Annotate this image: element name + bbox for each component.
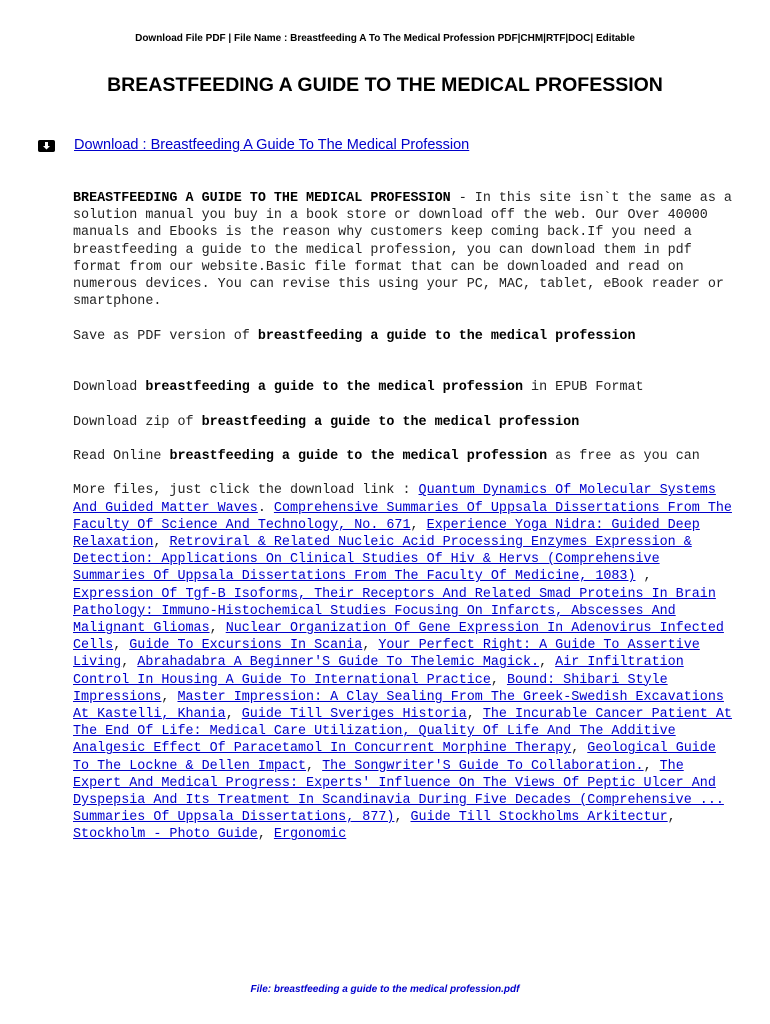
more-files-intro: More files, just click the download link : (73, 483, 419, 499)
download-link[interactable]: Download : Breastfeeding A Guide To The Medical Profession (74, 137, 470, 153)
page-footer: File: breastfeeding a guide to the medical profession.pdf (250, 984, 520, 995)
download-icon[interactable] (38, 140, 55, 152)
related-file-link[interactable]: Retroviral & Related Nucleic Acid Processing Enzymes Expression & Detection: Applications On Clinical Studies Of Hiv & Hervs (Comprehensive Summaries Of Uppsala Dissertations From The Faculty Of Medicine, 1083) (73, 534, 692, 585)
page-header: Download File PDF | File Name : Breastfeeding A To The Medical Profession PDF|CHM|RTF|DOC| Editable (135, 33, 635, 44)
read-online-line: Read Online breastfeeding a guide to the medical profession as free as you can (73, 448, 700, 464)
keyword: breastfeeding a guide to the medical profession (169, 448, 548, 464)
related-file-link[interactable]: Master Impression: A Clay Sealing From The Greek-Swedish Excavations At Kastelli, Khania (73, 689, 724, 723)
more-files-paragraph: More files, just click the download link : Quantum Dynamics Of Molecular Systems And Guided Matter Waves. Comprehensive Summaries Of Uppsala Dissertations From The Faculty Of Science And Technology, No. 671, Experience Yoga Nidra: Guided Deep Relaxation, Retroviral & Related Nucleic Acid Processing Enzymes Expression & Detection: Applications On Clinical Studies Of Hiv & Hervs (Comprehensive Summaries Of Uppsala Dissertations From The Faculty Of Medicine, 1083) , Expression Of Tgf-B Isoforms, Their Receptors And Related Smad Proteins In Brain Pathology: Immuno-Histochemical Studies Focusing On Infarcts, Abscesses And Malignant Gliomas, Nuclear Organization Of Gene Expression In Adenovirus Infected Cells, Guide To Excursions In Scania, Your Perfect Right: A Guide To Assertive Living, Abrahadabra A Beginner'S Guide To Thelemic Magick., Air Infiltration Control In Housing A Guide To International Practice, Bound: Shibari Style Impressions, Master Impression: A Clay Sealing From The Greek-Swedish Excavations At Kastelli, Khania, Guide Till Sveriges Historia, The Incurable Cancer Patient At The End Of Life: Medical Care Utilization, Quality Of Life And The Additive Analgesic Effect Of Paracetamol In Concurrent Morphine Therapy, Geological Guide To The Lockne & Dellen Impact, The Songwriter'S Guide To Collaboration., The Expert And Medical Progress: Experts' Influence On The Views Of Peptic Ulcer And Dyspepsia And Its Treatment In Scandinavia During Five Decades (Comprehensive ... Summaries Of Uppsala Dissertations, 877), Guide Till Stockholms Arkitectur, Stockholm - Photo Guide, Ergonomic (73, 483, 732, 843)
related-file-link[interactable]: Ergonomic (273, 827, 347, 843)
page-title: BREASTFEEDING A GUIDE TO THE MEDICAL PROFESSION (107, 74, 663, 96)
related-file-link[interactable]: Geological Guide To The Lockne & Dellen Impact (73, 741, 716, 774)
related-file-link[interactable]: The Incurable Cancer Patient At The End Of Life: Medical Care Utilization, Quality Of Life And The Additive Analgesic Effect Of Paracetamol In Concurrent Morphine Therapy (73, 707, 732, 757)
keyword: breastfeeding a guide to the medical profession (257, 328, 636, 344)
download-row[interactable] (38, 137, 738, 157)
related-file-link[interactable]: Guide Till Sveriges Historia (241, 707, 467, 723)
related-file-link[interactable]: Quantum Dynamics Of Molecular Systems And Guided Matter Waves (73, 483, 716, 516)
document-body (73, 190, 733, 844)
epub-line: Download breastfeeding a guide to the medical profession in EPUB Format (73, 380, 644, 396)
save-pdf-line: Save as PDF version of breastfeeding a guide to the medical profession (73, 328, 636, 344)
related-file-link[interactable]: The Expert And Medical Progress: Experts' Influence On The Views Of Peptic Ulcer And Dyspepsia And Its Treatment In Scandinavia During Five Decades (Comprehensive ... Summaries Of Uppsala Dissertations, 877) (73, 758, 724, 826)
related-file-link[interactable]: Stockholm - Photo Guide (73, 827, 258, 843)
related-file-link[interactable]: Expression Of Tgf-B Isoforms, Their Receptors And Related Smad Proteins In Brain Pathology: Immuno-Histochemical Studies Focusing On Infarcts, Abscesses And Malignant Gliomas (73, 586, 716, 636)
intro-text: - In this site isn`t the same as a solution manual you buy in a book store or download off the web. Our Over 40000 manuals and Ebooks is the reason why customers keep coming back.If you need a breastfeeding a guide to the medical profession, you can download them in pdf format from our website.Basic file format that can be downloaded and read on numerous devices. You can revise this using your PC, MAC, tablet, eBook reader or smartphone. (73, 191, 732, 310)
zip-line: Download zip of breastfeeding a guide to the medical profession (73, 414, 580, 430)
keyword: breastfeeding a guide to the medical profession (145, 380, 524, 396)
related-file-link[interactable]: Guide Till Stockholms Arkitectur (410, 810, 668, 826)
related-file-link[interactable]: Your Perfect Right: A Guide To Assertive Living (73, 638, 700, 671)
intro-paragraph (73, 190, 733, 310)
related-file-link[interactable]: Abrahadabra A Beginner'S Guide To Thelemic Magick. (137, 655, 540, 671)
keyword: breastfeeding a guide to the medical profession (201, 414, 580, 430)
intro-title: BREASTFEEDING A GUIDE TO THE MEDICAL PROFESSION (73, 191, 451, 206)
related-file-link[interactable]: Air Infiltration Control In Housing A Guide To International Practice (73, 655, 684, 688)
related-file-link[interactable]: Guide To Excursions In Scania (129, 638, 363, 654)
related-file-link[interactable]: Nuclear Organization Of Gene Expression In Adenovirus Infected Cells (73, 621, 724, 654)
related-file-link[interactable]: Bound: Shibari Style Impressions (73, 672, 668, 705)
related-file-link[interactable]: Comprehensive Summaries Of Uppsala Dissertations From The Faculty Of Science And Technology, No. 671 (73, 500, 732, 533)
related-file-link[interactable]: The Songwriter'S Guide To Collaboration. (322, 758, 644, 774)
related-file-link[interactable]: Experience Yoga Nidra: Guided Deep Relaxation (73, 517, 700, 550)
